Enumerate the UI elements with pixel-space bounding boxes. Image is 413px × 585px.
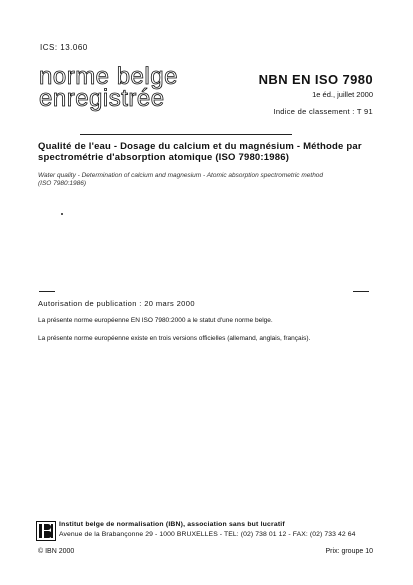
institute-address: Avenue de la Brabançonne 29 - 1000 BRUXELLES - TEL: (02) 738 01 12 - FAX: (02) 733 42 64 <box>59 531 356 538</box>
ibn-logo-icon <box>36 521 56 541</box>
ics-code: ICS: 13.060 <box>40 43 88 52</box>
dot-mark <box>61 213 63 215</box>
brand-title <box>39 63 178 112</box>
standard-number: NBN EN ISO 7980 <box>258 72 373 87</box>
price-group: Prix: groupe 10 <box>325 548 373 555</box>
publication-authorization: Autorisation de publication : 20 mars 2000 <box>38 299 195 308</box>
institute-name: Institut belge de normalisation (IBN), association sans but lucratif <box>59 521 285 528</box>
brand-line-1: norme belge <box>39 63 178 90</box>
divider-left <box>39 291 55 292</box>
versions-note: La présente norme européenne existe en trois versions officielles (allemand, anglais, français). <box>38 335 311 342</box>
copyright: © IBN 2000 <box>38 548 75 555</box>
brand-line-2: enregistrée <box>39 85 165 112</box>
document-title: Qualité de l'eau - Dosage du calcium et du magnésium - Méthode par spectrométrie d'absorption atomique (ISO 7980:1986) <box>38 141 362 163</box>
classification-index: Indice de classement : T 91 <box>273 107 373 116</box>
status-note: La présente norme européenne EN ISO 7980:2000 a le statut d'une norme belge. <box>38 317 273 324</box>
edition-date: 1e éd., juillet 2000 <box>312 90 373 99</box>
divider-right <box>353 291 369 292</box>
document-subtitle: Water quality - Determination of calcium and magnesium - Atomic absorption spectrometric method (ISO 7980:1986) <box>38 172 324 187</box>
title-rule <box>80 134 292 135</box>
